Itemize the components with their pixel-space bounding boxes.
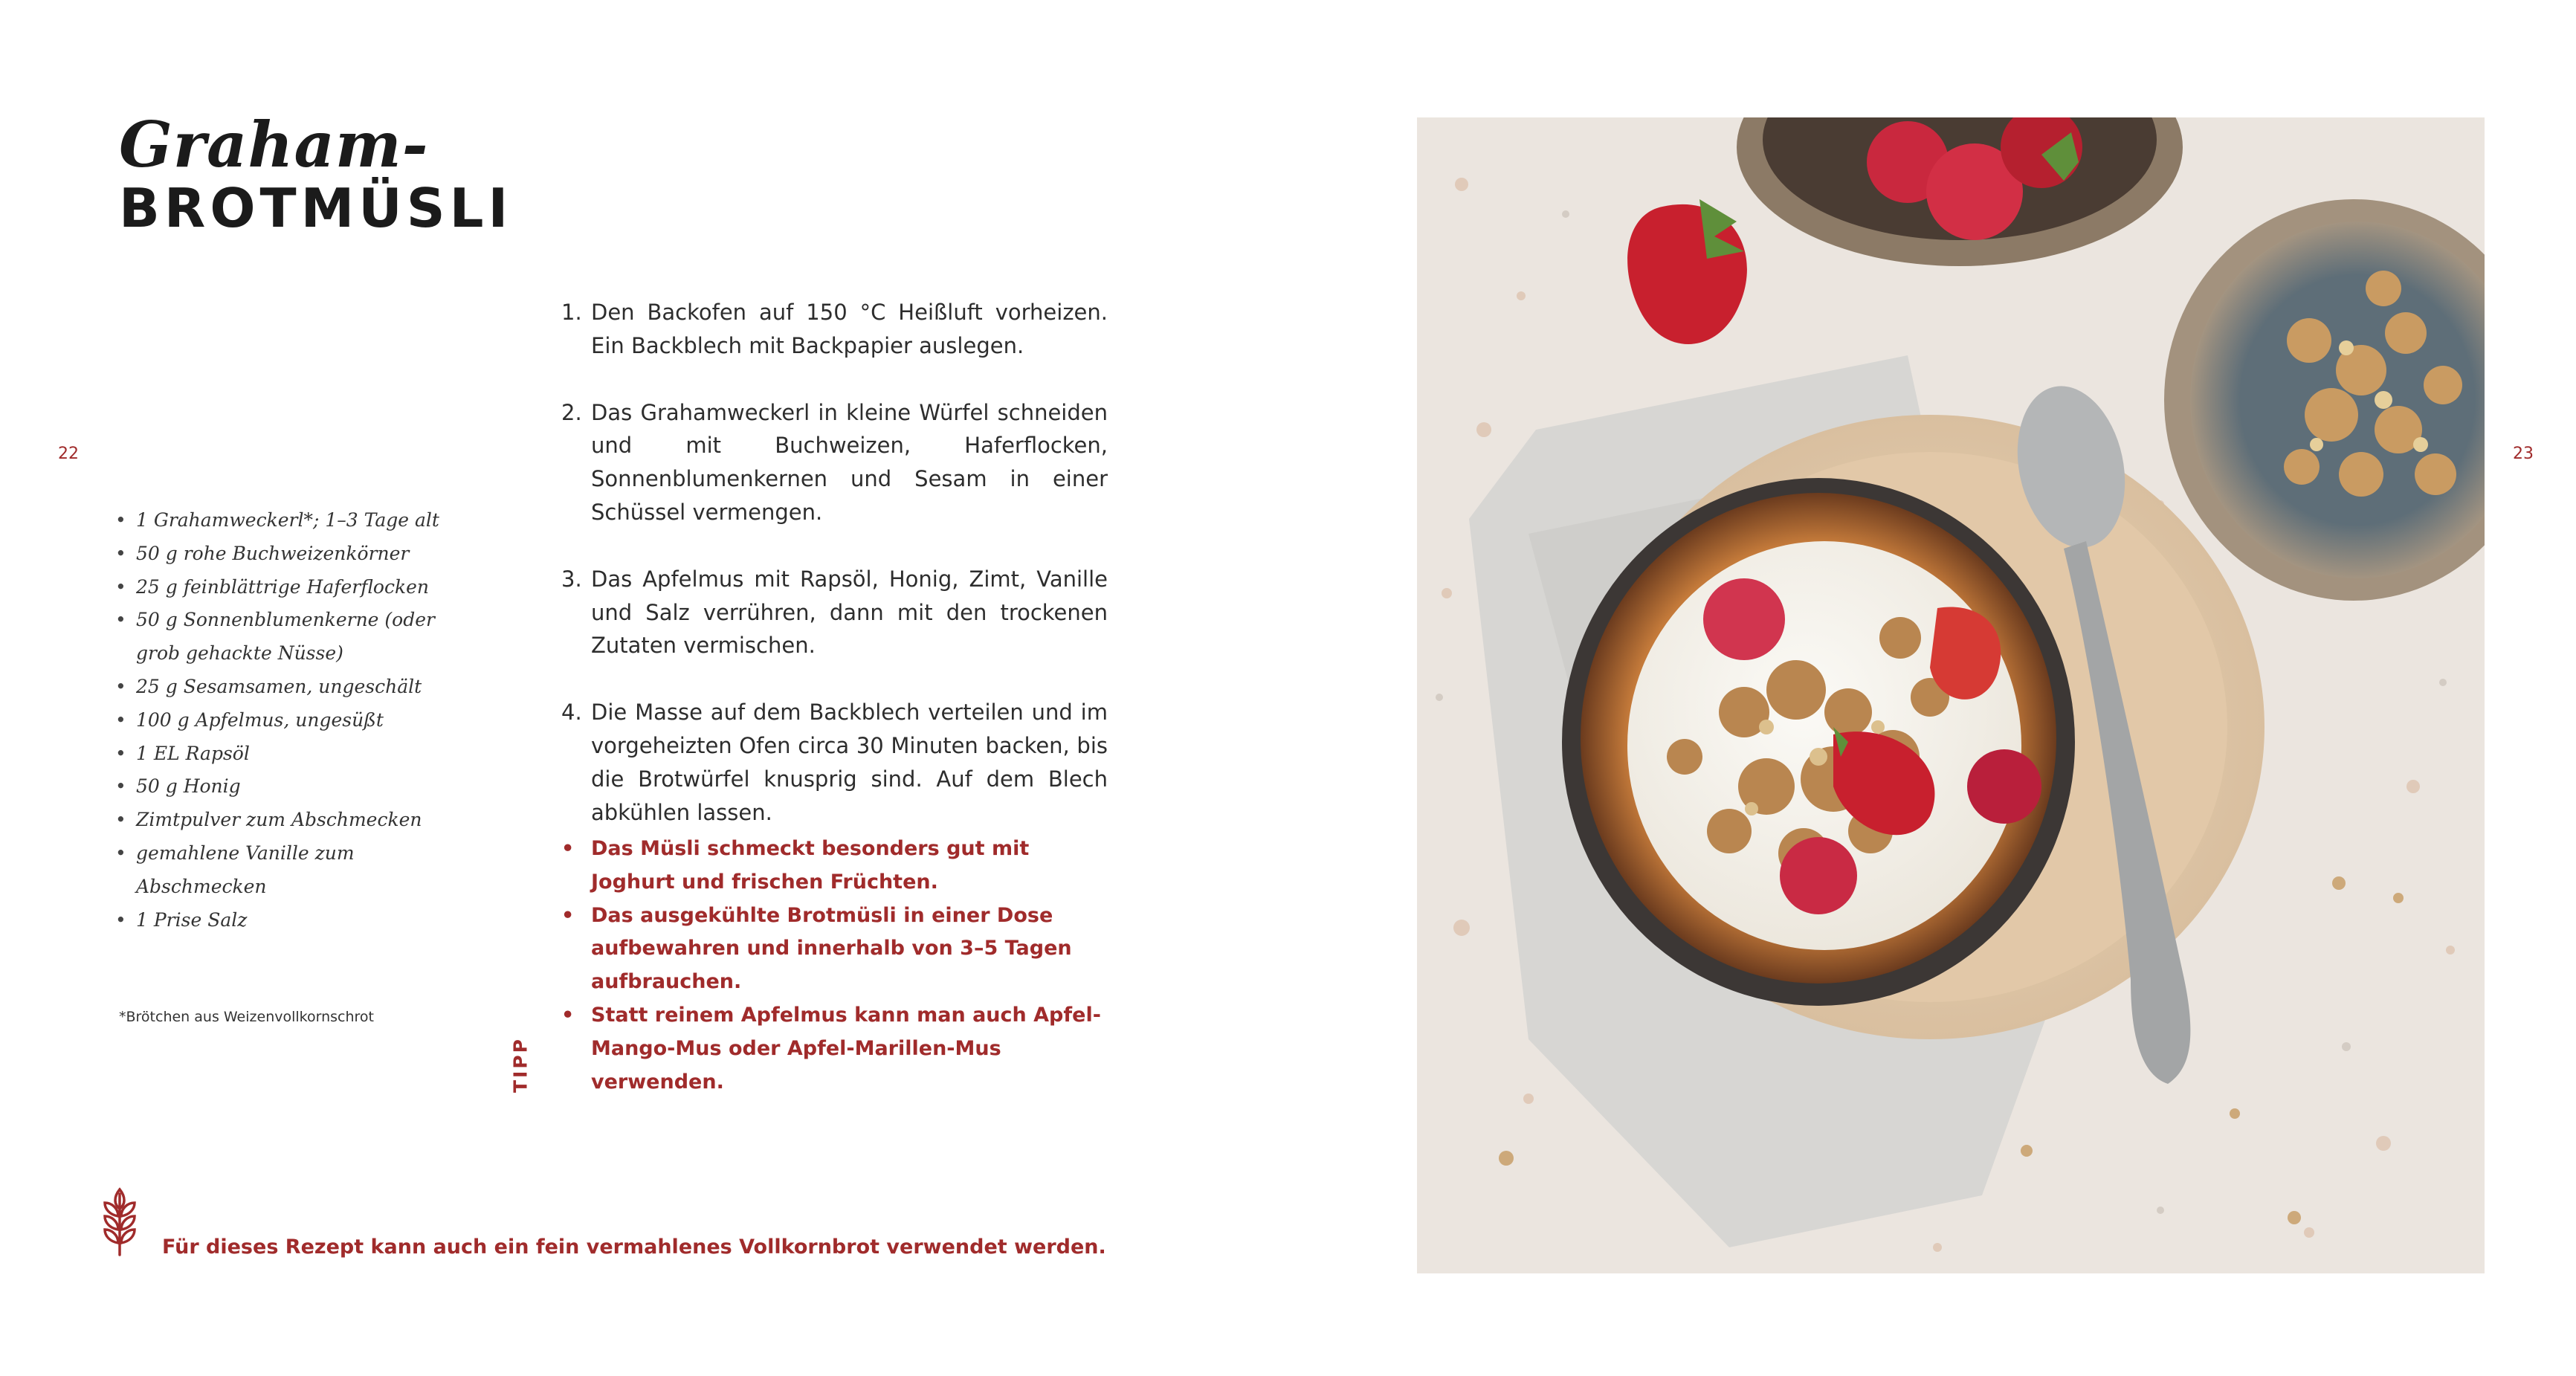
ingredient-item: • 50 g Honig <box>115 770 442 804</box>
recipe-title-line2: BROTMÜSLI <box>119 177 513 239</box>
tips-list <box>561 833 1111 1099</box>
ingredients-list <box>115 504 442 937</box>
step-text: Den Backofen auf 150 °C Heißluft vorheizen. Ein Backblech mit Backpapier auslegen. <box>591 300 1108 358</box>
footnote: *Brötchen aus Weizenvollkornschrot <box>119 1009 374 1025</box>
recipe-title-line1: Graham- <box>119 108 429 181</box>
ingredient-item: • gemahlene Vanille zum Abschmecken <box>115 837 442 904</box>
ingredient-item: • 50 g rohe Buchweizenkörner <box>115 537 442 571</box>
muesli-bowl-illustration <box>1417 117 2485 1273</box>
step-text: Das Grahamweckerl in kleine Würfel schneiden und mit Buchweizen, Haferflocken, Sonnenblumenkernen und Sesam in einer Schüssel vermengen. <box>591 399 1108 525</box>
step-item <box>561 396 1108 529</box>
ingredient-item: • Zimtpulver zum Abschmecken <box>115 804 442 837</box>
step-item <box>561 296 1108 363</box>
page-number-left: 22 <box>58 445 79 463</box>
ingredient-item: • 1 Grahamweckerl*; 1–3 Tage alt <box>115 504 442 537</box>
tipp-label: TIPP <box>509 1037 532 1094</box>
wheat-icon <box>99 1183 141 1258</box>
step-number: 4. <box>561 700 582 726</box>
step-number: 2. <box>561 399 582 425</box>
ingredient-item: • 100 g Apfelmus, ungesüßt <box>115 704 442 737</box>
page-number-right: 23 <box>2513 445 2534 463</box>
step-item <box>561 696 1108 829</box>
ingredient-item: • 1 Prise Salz <box>115 904 442 937</box>
steps-list <box>561 296 1108 862</box>
ingredient-item: • 25 g Sesamsamen, ungeschält <box>115 671 442 704</box>
step-text: Die Masse auf dem Backblech verteilen und im vorgeheizten Ofen circa 30 Minuten backen, bis die Brotwürfel knusprig sind. Auf dem Blech abkühlen lassen. <box>591 700 1108 825</box>
ingredient-item: • 25 g feinblättrige Haferflocken <box>115 571 442 604</box>
tip-item: • Statt reinem Apfelmus kann man auch Apfel-Mango-Mus oder Apfel-Marillen-Mus verwenden. <box>561 999 1111 1099</box>
step-number: 1. <box>561 300 582 325</box>
tip-item: • Das Müsli schmeckt besonders gut mit Joghurt und frischen Früchten. <box>561 833 1111 899</box>
step-item <box>561 563 1108 662</box>
ingredient-item: • 50 g Sonnenblumenkerne (oder grob gehackte Nüsse) <box>115 604 442 671</box>
muesli-bowl-photo <box>1417 117 2485 1273</box>
ingredient-item: • 1 EL Rapsöl <box>115 737 442 771</box>
step-text: Das Apfelmus mit Rapsöl, Honig, Zimt, Vanille und Salz verrühren, dann mit den trockenen Zutaten vermischen. <box>591 566 1108 659</box>
hint-note: Für dieses Rezept kann auch ein fein vermahlenes Vollkornbrot verwendet werden. <box>162 1236 1106 1259</box>
step-number: 3. <box>561 566 582 592</box>
tip-item: • Das ausgekühlte Brotmüsli in einer Dose aufbewahren und innerhalb von 3–5 Tagen aufbrauchen. <box>561 899 1111 999</box>
